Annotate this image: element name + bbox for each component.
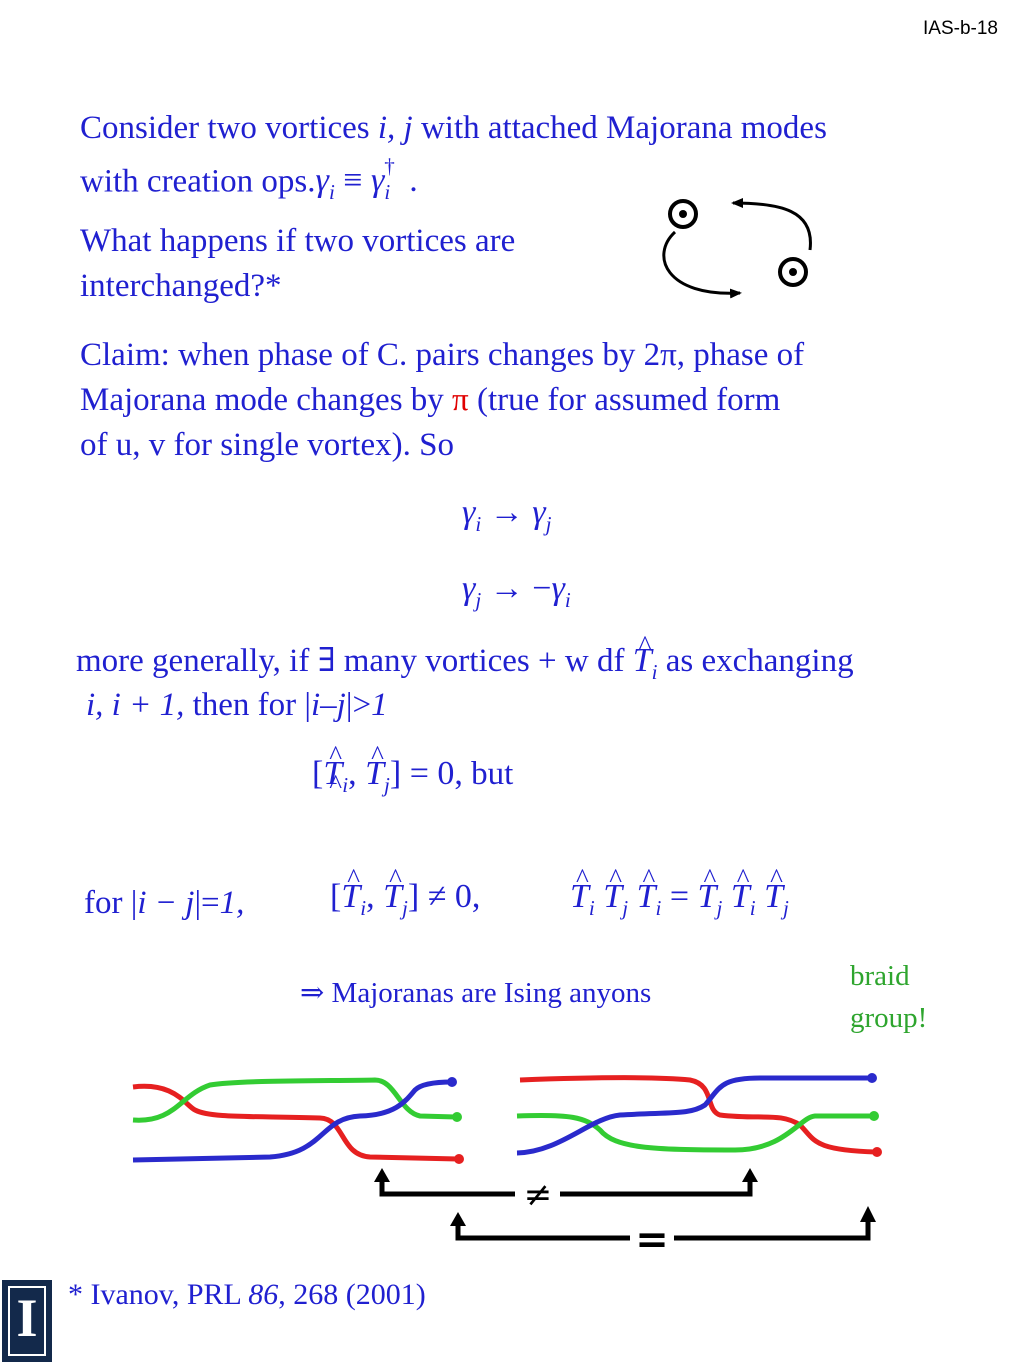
braid-group-label: braid group! — [850, 960, 928, 1034]
commutator-nonzero: [^ $T_i$, ^ $T_j] \ne 0$, — [330, 878, 480, 921]
strand-end-green — [452, 1112, 462, 1122]
claim-line-1: Claim: when phase of C. pairs changes by 2π, phase of — [80, 337, 805, 373]
logo-glyph: I — [16, 1288, 38, 1348]
equation-gamma-j-to-minus-i: $\gamma_j \to -\gamma_i$ — [462, 570, 571, 612]
generalization-line-1: more generally, if ∃ many vortices + w df ^ $T_i$ as exchanging — [76, 638, 854, 695]
question-line-2: interchanged?* — [80, 268, 282, 304]
gamma-hermitian-equation: $\gamma_i \equiv \gamma_i^\dagger$ . — [315, 154, 418, 205]
ising-anyons-conclusion: ⇒ Majoranas are Ising anyons — [300, 977, 652, 1009]
vortex-exchange-sketch — [664, 201, 811, 293]
claim-line-3: of u, v for single vortex). So — [80, 427, 454, 463]
strand-end-red — [454, 1154, 464, 1164]
strand-end-green — [869, 1111, 879, 1121]
neq-bracket — [374, 1168, 758, 1194]
T-hat-i: ^ $T_i$ — [633, 642, 658, 679]
commutator-zero: [^ $T_i$, ^ $T_j] = 0$, but — [312, 752, 513, 798]
generalization-line-2: i, i + 1, then for |i–j|>1 — [86, 687, 388, 723]
braid-equation: ^ $T_i$ ^ $T_j$ ^ $T_i$ = ^ $T_j$ ^ $T_i$ ^ $T_j$ — [570, 878, 789, 921]
intro-text-post: with attached Majorana modes — [412, 110, 827, 146]
question-line-1: What happens if two vortices are — [80, 223, 516, 259]
intro-text: Consider two vortices — [80, 110, 378, 146]
but-text: but — [462, 756, 514, 792]
braid-diagram-left — [133, 1077, 464, 1164]
vortex-vars: i, j — [377, 110, 413, 146]
slide-id: IAS-b-18 — [923, 18, 998, 39]
eq-symbol: = — [635, 1217, 669, 1263]
exchange-arrow-top — [733, 203, 810, 250]
strand-end-red — [872, 1147, 882, 1157]
braid-relation-line: for |i − j|=1, — [84, 885, 245, 921]
claim-line-2: Majorana mode changes by π (true for assumed form — [80, 382, 781, 418]
exchange-arrow-bottom — [664, 232, 740, 293]
strand-end-blue — [447, 1077, 457, 1087]
strand-blue — [133, 1082, 452, 1160]
vortex-1-icon — [670, 201, 696, 227]
strand-end-blue — [867, 1073, 877, 1083]
neq-symbol: ≠ — [523, 1175, 553, 1215]
pi-symbol: π — [452, 382, 469, 418]
braid-diagram-right — [517, 1073, 882, 1157]
university-logo — [2, 1280, 52, 1362]
equation-gamma-i-to-j: $\gamma_i \to \gamma_j$ — [462, 494, 552, 536]
creation-ops-text: with creation ops. — [80, 163, 316, 200]
vortex-2-icon — [780, 259, 806, 285]
footnote-citation: * Ivanov, PRL 86, 268 (2001) — [68, 1278, 426, 1311]
